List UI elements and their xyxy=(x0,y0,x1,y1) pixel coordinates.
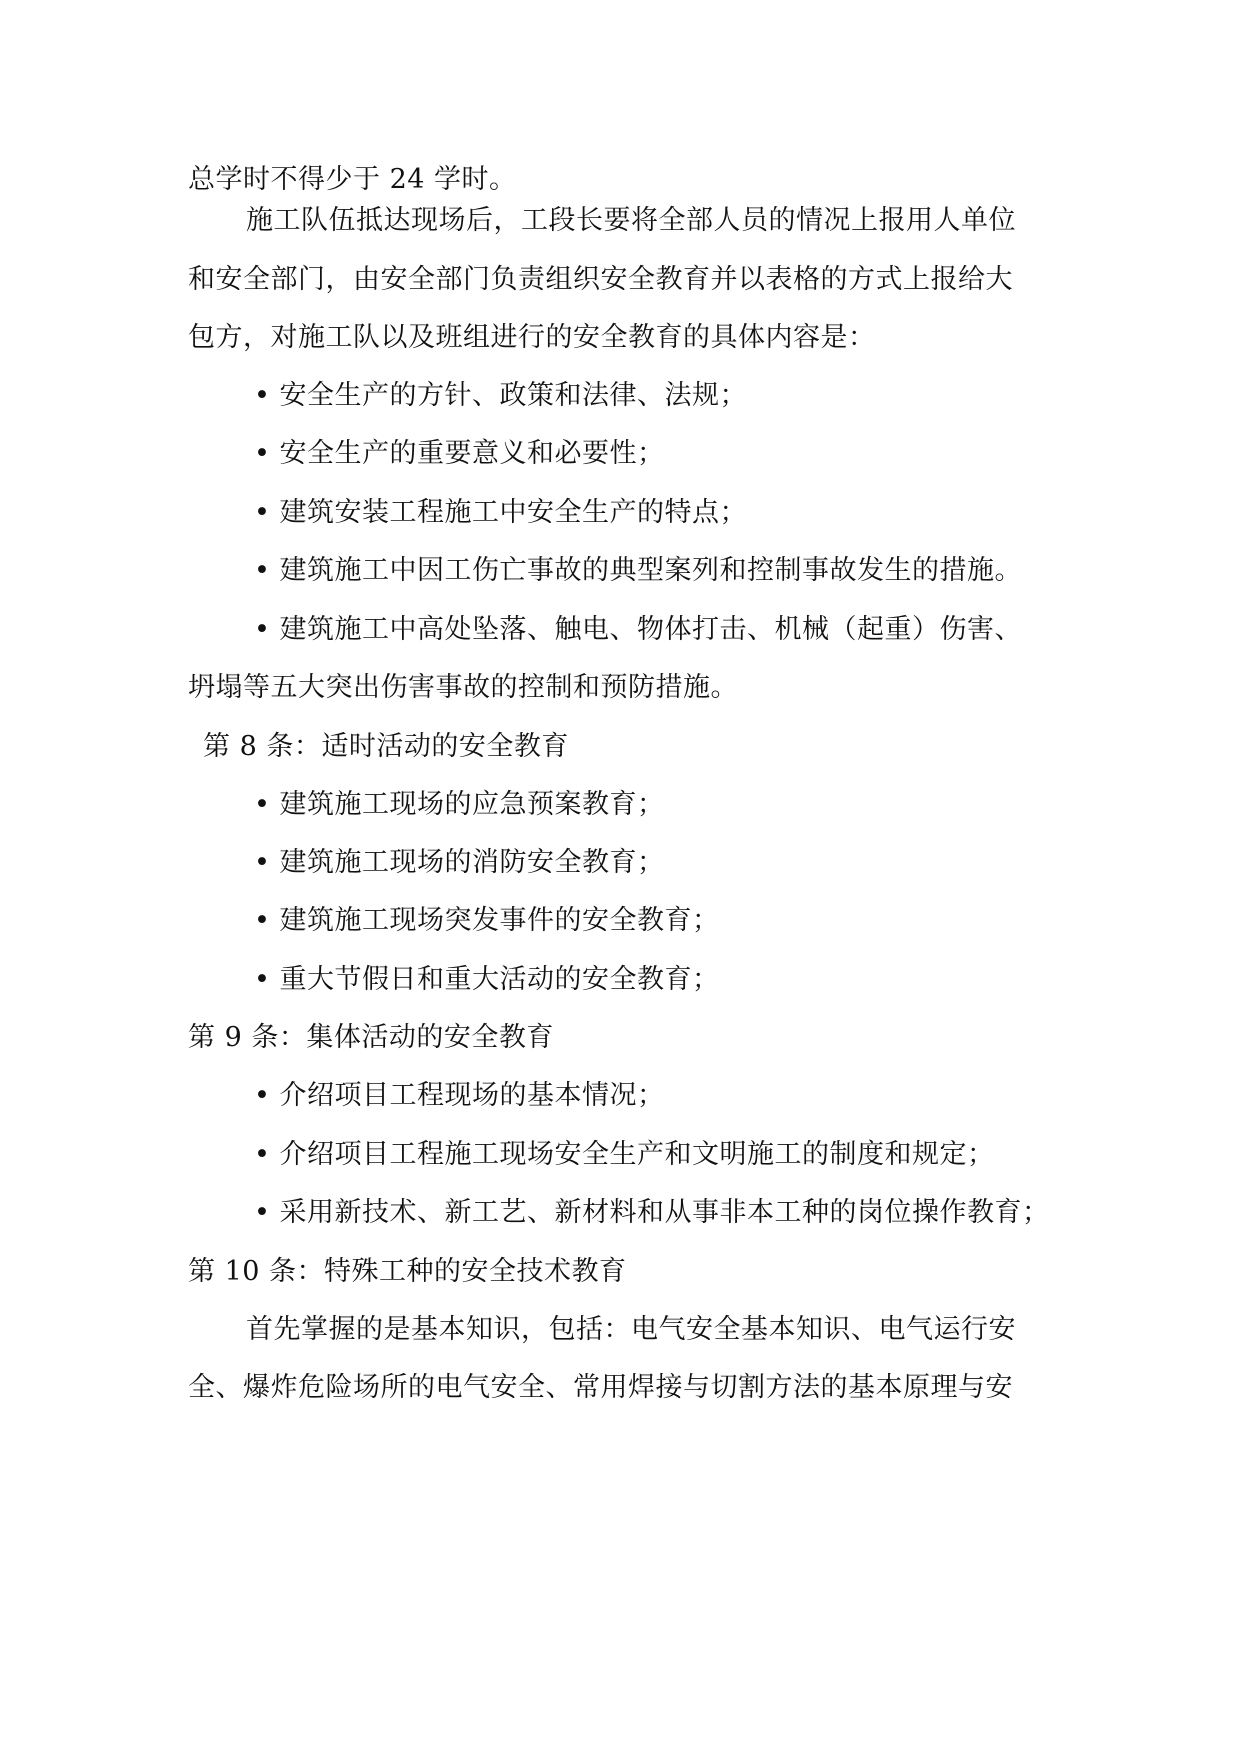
list-item: • 介绍项目工程现场的基本情况； xyxy=(254,1080,665,1111)
list-item: • 重大节假日和重大活动的安全教育； xyxy=(254,964,720,995)
list-item: • 安全生产的方针、政策和法律、法规； xyxy=(254,380,748,411)
list-item: • 介绍项目工程施工现场安全生产和文明施工的制度和规定； xyxy=(254,1139,995,1170)
list-item: • 建筑施工现场的消防安全教育； xyxy=(254,847,665,878)
section-heading: 第 10 条：特殊工种的安全技术教育 xyxy=(188,1256,627,1287)
list-item: • 建筑安装工程施工中安全生产的特点； xyxy=(254,497,748,528)
list-item: • 采用新技术、新工艺、新材料和从事非本工种的岗位操作教育； xyxy=(254,1197,1050,1228)
paragraph-line: 总学时不得少于 24 学时。 xyxy=(188,164,517,195)
section-heading: 第 9 条：集体活动的安全教育 xyxy=(188,1022,554,1053)
list-item: • 安全生产的重要意义和必要性； xyxy=(254,438,665,469)
paragraph-line: 施工队伍抵达现场后，工段长要将全部人员的情况上报用人单位 xyxy=(246,205,1016,236)
list-item: • 建筑施工中因工伤亡事故的典型案列和控制事故发生的措施。 xyxy=(254,555,1023,586)
list-item: • 建筑施工中高处坠落、触电、物体打击、机械（起重）伤害、 xyxy=(254,614,1023,645)
paragraph-line: 全、爆炸危险场所的电气安全、常用焊接与切割方法的基本原理与安 xyxy=(188,1372,1013,1403)
list-item: • 建筑施工现场的应急预案教育； xyxy=(254,789,665,820)
section-heading: 第 8 条：适时活动的安全教育 xyxy=(203,731,569,762)
list-item: • 建筑施工现场突发事件的安全教育； xyxy=(254,905,720,936)
paragraph-line: 首先掌握的是基本知识，包括：电气安全基本知识、电气运行安 xyxy=(246,1314,1016,1345)
paragraph-line: 和安全部门，由安全部门负责组织安全教育并以表格的方式上报给大 xyxy=(188,264,1013,295)
paragraph-line: 包方，对施工队以及班组进行的安全教育的具体内容是： xyxy=(188,322,876,353)
paragraph-line: 坍塌等五大突出伤害事故的控制和预防措施。 xyxy=(188,672,738,703)
